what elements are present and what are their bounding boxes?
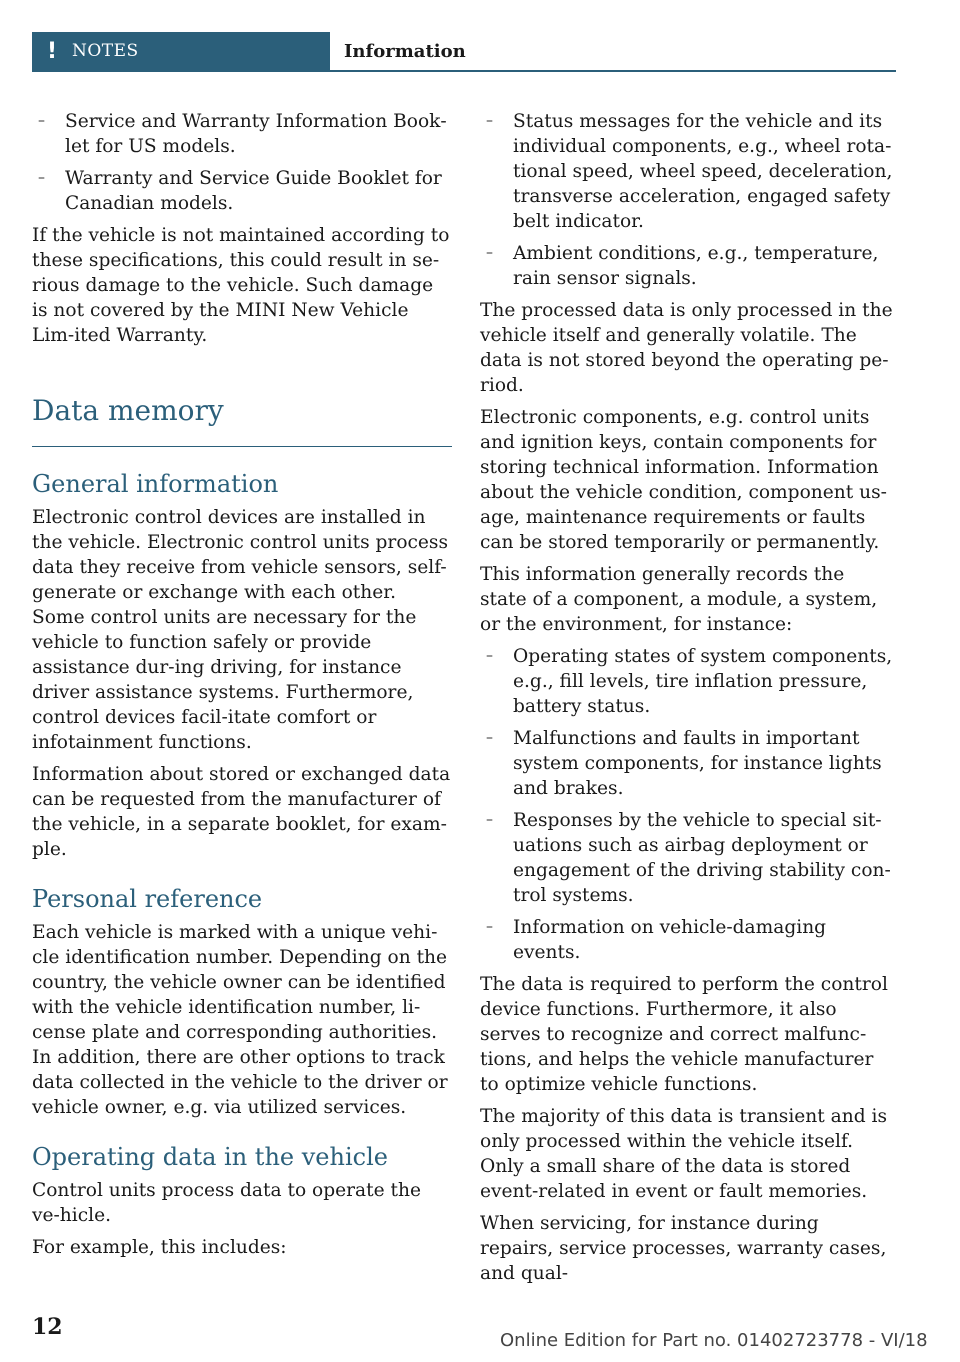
dash-icon: – (486, 113, 493, 129)
list-item: – Ambient conditions, e.g., temperature, rain sensor signals. (486, 243, 879, 289)
dash-icon: – (486, 919, 493, 935)
subheading-general: General information (32, 470, 279, 498)
list-item: – Service and Warranty Information Book‐let for US models. (38, 111, 447, 157)
chapter-title: Information (344, 40, 466, 62)
dash-icon: – (486, 245, 493, 261)
section-heading: Data memory (32, 394, 224, 427)
footer-edition: Online Edition for Part no. 01402723778 - VI/18 (500, 1330, 928, 1351)
page-number: 12 (32, 1314, 63, 1340)
paragraph: If the vehicle is not maintained according to these specifications, this could result in se‐rious damage to the vehicle. Such damage is not covered by the MINI New Vehicle Lim‐ited Warranty. (32, 225, 450, 346)
section-label: NOTES (72, 41, 139, 61)
right-column (480, 109, 896, 1293)
dash-icon: – (486, 730, 493, 746)
paragraph: The processed data is only processed in the vehicle itself and generally volatile. The data is not stored beyond the operating pe‐riod. (480, 300, 893, 396)
list-item: – Status messages for the vehicle and its individual components, e.g., wheel rota‐tional speed, wheel speed, deceleration, transverse acceleration, engaged safety belt indicator. (486, 111, 893, 232)
paragraph: Control units process data to operate the ve‐hicle. (32, 1180, 421, 1226)
paragraph: For example, this includes: (32, 1237, 287, 1258)
page-header (32, 32, 896, 72)
list-item: – Operating states of system components, e.g., fill levels, tire inflation pressure, battery status. (486, 646, 893, 717)
list-item: – Information on vehicle-damaging events. (486, 917, 827, 963)
section-rule (32, 446, 452, 447)
header-rule (32, 70, 896, 72)
paragraph: The data is required to perform the control device functions. Furthermore, it also serves to recognize and correct malfunc‐tions, and helps the vehicle manufacturer to optimize vehicle functions. (480, 974, 888, 1095)
dash-icon: – (38, 113, 45, 129)
notes-tab (32, 32, 330, 70)
exclamation-icon: ! (46, 38, 58, 64)
list-item: – Malfunctions and faults in important system components, for instance lights and brakes. (486, 728, 882, 799)
paragraph: Information about stored or exchanged data can be requested from the manufacturer of the vehicle, in a separate booklet, for exam‐ple. (32, 764, 451, 860)
paragraph: The majority of this data is transient and is only processed within the vehicle itself. Only a small share of the data is stored event-related in event or fault memories. (480, 1106, 888, 1202)
dash-icon: – (486, 648, 493, 664)
dash-icon: – (38, 170, 45, 186)
dash-icon: – (486, 812, 493, 828)
paragraph: This information generally records the state of a component, a module, a system, or the environment, for instance: (480, 564, 878, 635)
paragraph: Electronic control devices are installed in the vehicle. Electronic control units process data they receive from vehicle sensors, self-generate or exchange with each other. Some control units are necessary for the vehicle to function safely or provide assistance dur‐ing driving, for instance driver assistance systems. Furthermore, control devices facil‐itate comfort or infotainment functions. (32, 507, 449, 753)
list-item: – Warranty and Service Guide Booklet for Canadian models. (38, 168, 442, 214)
paragraph: When servicing, for instance during repairs, service processes, warranty cases, and qual‐ (480, 1213, 887, 1284)
paragraph: Electronic components, e.g. control units and ignition keys, contain components for storing technical information. Information about the vehicle condition, component us‐age, maintenance requirements or faults can be stored temporarily or permanently. (480, 407, 887, 553)
paragraph: Each vehicle is marked with a unique vehi‐cle identification number. Depending on the country, the vehicle owner can be identified with the vehicle identification number, li‐cense plate and corresponding authorities. In addition, there are other options to track data collected in the vehicle to the driver or vehicle owner, e.g. via utilized services. (32, 922, 448, 1118)
subheading-operating: Operating data in the vehicle (32, 1143, 388, 1171)
subheading-personal: Personal reference (32, 885, 263, 913)
list-item: – Responses by the vehicle to special sit‐uations such as airbag deployment or engagement of the driving stability con‐trol systems. (486, 810, 891, 906)
left-column (32, 109, 452, 1267)
